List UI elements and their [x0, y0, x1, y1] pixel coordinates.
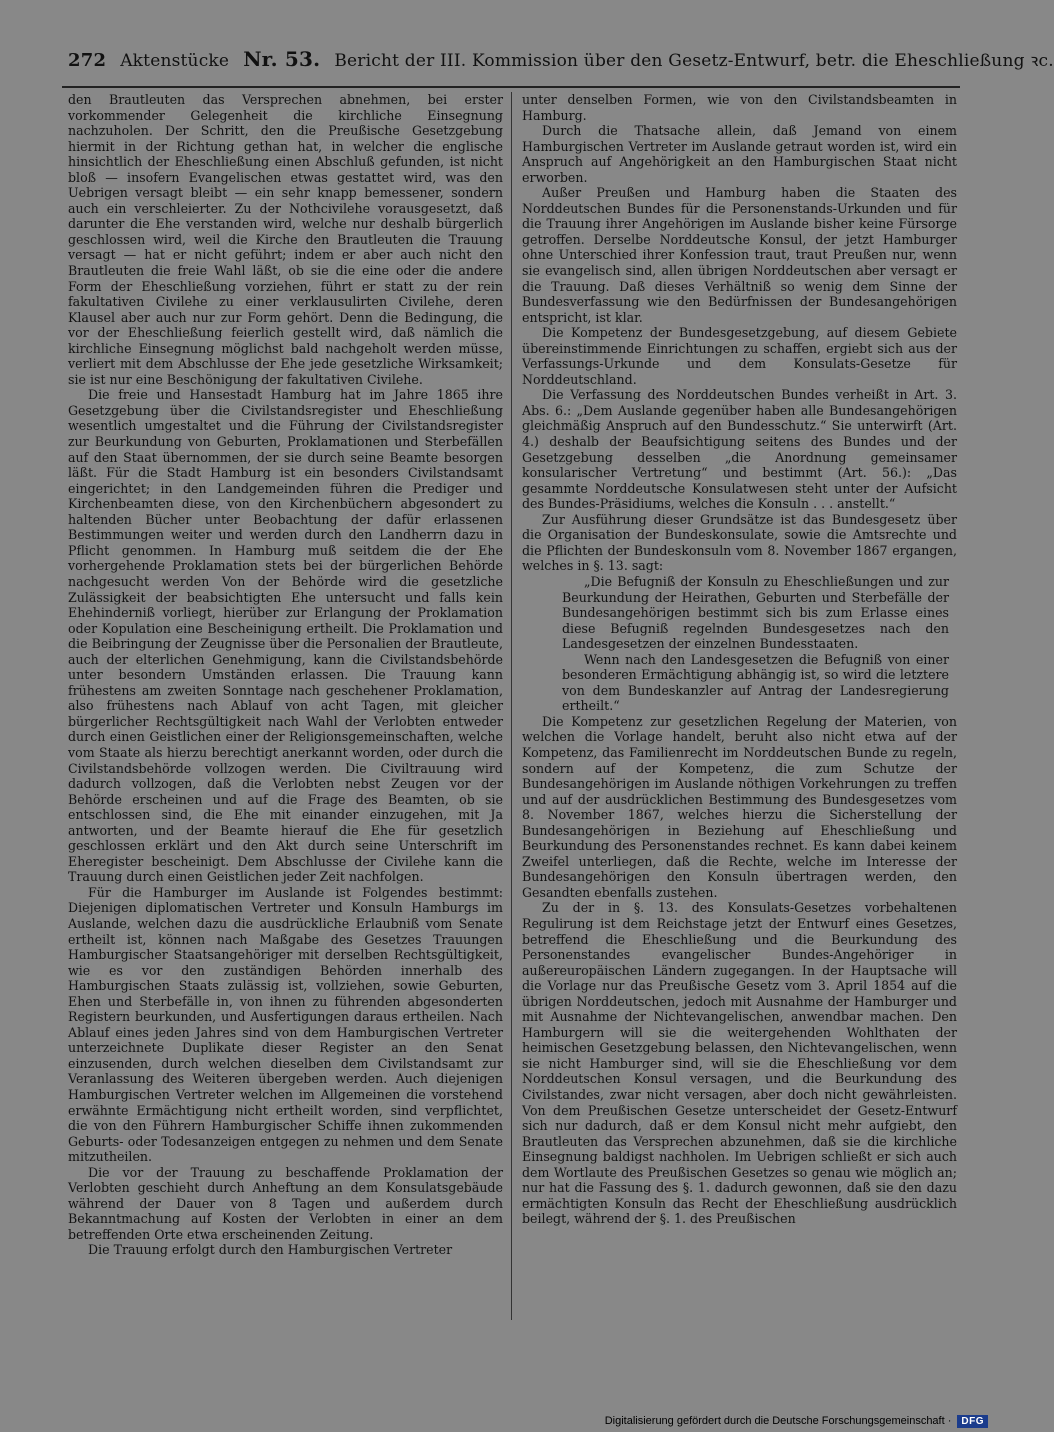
paragraph: Außer Preußen und Hamburg haben die Staaten des Norddeutschen Bundes für die Personenstands-Urkunden und für die Trauung ihrer Angehörigen im Auslande bisher keine Fürsorge getroffen. Derselbe Norddeutsche Konsul, der jetzt Hamburger ohne Unterschied ihrer Konfession traut, traut Preußen nur, wenn sie evangelisch sind, allen übrigen Norddeutschen aber versagt er die Trauung. Daß dieses Verhältniß so wenig dem Sinne der Bundesverfassung wie den Bedürfnissen der Bundesangehörigen entspricht, ist klar.	[522, 185, 957, 325]
left-column	[68, 92, 503, 1322]
digitization-credit	[605, 1412, 988, 1430]
paragraph: Die Verfassung des Norddeutschen Bundes verheißt in Art. 3. Abs. 6.: „Dem Auslande gegenüber haben alle Bundesangehörigen gleichmäßig Anspruch auf den Bundesschutz.“ Sie unterwirft (Art. 4.) deshalb der Beaufsichtigung seitens des Bundes und der Gesetzgebung desselben „die Anordnung gemeinsamer konsularischer Vertretung“ und bestimmt (Art. 56.): „Das gesammte Norddeutsche Konsulatwesen steht unter der Aufsicht des Bundes-Präsidiums, welches die Konsuln . . . anstellt.“	[522, 387, 957, 512]
paragraph: Die Trauung erfolgt durch den Hamburgischen Vertreter	[88, 1242, 453, 1258]
quoted-paragraph: Wenn nach den Landesgesetzen die Befugniß von einer besonderen Ermächtigung abhängig ist, so wird die letztere von dem Bundeskanzler auf Antrag der Landesregierung ertheilt.“	[562, 651, 949, 714]
document-number: Nr. 53.	[243, 47, 321, 71]
header-title: Bericht der III. Kommission über den Gesetz-Entwurf, betr. die Eheschließung ꝛc.	[334, 51, 1054, 71]
quoted-paragraph: „Die Befugniß der Konsuln zu Eheschließungen und zur Beurkundung der Heirathen, Geburten und Sterbefälle der Bundesangehörigen bestimmt sich bis zum Erlasse eines diese Befugniß regelnden Bundesgesetzes nach den Landesgesetzen der einzelnen Bundesstaaten.	[562, 573, 949, 652]
paragraph: den Brautleuten das Versprechen abnehmen, bei erster vorkommender Gelegenheit die kirchliche Einsegnung nachzuholen. Der Schritt, den die Preußische Gesetzgebung hiermit in der Richtung gethan hat, in welcher die englische hinsichtlich der Eheschließung einen Abschluß gefunden, ist nicht bloß — insofern Evangelischen etwas gestattet wird, was den Uebrigen versagt bleibt — ein sehr knapp bemessener, sondern auch ein verschleierter. Zu der Nothcivilehe vorausgesetzt, daß darunter die Ehe verstanden wird, welche nur deshalb bürgerlich geschlossen wird, weil die Kirche den Brautleuten die Trauung versagt — hat er nicht geführt; indem er aber auch nicht den Brautleuten die freie Wahl läßt, ob sie die eine oder die andere Form der Eheschließung vorziehen, führt er statt zu der rein fakultativen Civilehe zu einer verklausulirten Civilehe, deren Klausel aber auch nur zur Form gehört. Denn die Bedingung, die vor der Eheschließung feierlich gestellt wird, daß nämlich die kirchliche Einsegnung möglichst bald nachgeholt werden müsse, verliert mit dem Abschlusse der Ehe jede gesetzliche Wirksamkeit; sie ist nur eine Beschönigung der fakultativen Civilehe.	[68, 92, 503, 387]
paragraph: Durch die Thatsache allein, daß Jemand von einem Hamburgischen Vertreter im Auslande getraut worden ist, wird ein Anspruch auf Angehörigkeit an den Hamburgischen Staat nicht erworben.	[522, 123, 957, 185]
credit-text: Digitalisierung gefördert durch die Deutsche Forschungsgemeinschaft ·	[604, 1415, 952, 1427]
header-rule	[62, 86, 960, 88]
paragraph: unter denselben Formen, wie von den Civilstandsbeamten in Hamburg.	[522, 92, 957, 123]
paragraph: Für die Hamburger im Auslande ist Folgendes bestimmt: Diejenigen diplomatischen Vertreter und Konsuln Hamburgs im Auslande, welchen dazu die ausdrückliche Erlaubniß vom Senate ertheilt ist, können nach Maßgabe des Gesetzes Trauungen Hamburgischer Staatsangehöriger mit derselben Rechtsgültigkeit, wie es vor den zuständigen Behörden innerhalb des Hamburgischen Staats zulässig ist, vollziehen, sowie Geburten, Ehen und Sterbefälle in, von ihnen zu führenden abgesonderten Registern beurkunden, und Ausfertigungen daraus ertheilen. Nach Ablauf eines jeden Jahres sind von dem Hamburgischen Vertreter unterzeichnete Duplikate dieser Register an den Senat einzusenden, durch welchen dieselben dem Civilstandsamt zur Veranlassung des Weiteren übergeben werden. Auch diejenigen Hamburgischen Vertreter welchen im Allgemeinen die vorstehend erwähnte Ermächtigung nicht ertheilt worden, sind verpflichtet, die von den Führern Hamburgischer Schiffe ihnen zukommenden Geburts- oder Todesanzeigen entgegen zu nehmen und dem Senate mitzutheilen.	[68, 884, 503, 1165]
page-number: 272	[68, 50, 107, 71]
paragraph: Zu der in §. 13. des Konsulats-Gesetzes vorbehaltenen Regulirung ist dem Reichstage jetzt der Entwurf eines Gesetzes, betreffend die Eheschließung und die Beurkundung des Personenstandes evangelischer Bundes-Angehöriger in außereuropäischen Ländern zugegangen. In der Hauptsache will die Vorlage nur das Preußische Gesetz vom 3. April 1854 auf die übrigen Norddeutschen, jedoch mit Ausnahme der Hamburger und mit Ausnahme der Nichtevangelischen, anwendbar machen. Den Hamburgern will sie die weitergehenden Wohlthaten der heimischen Gesetzgebung belassen, den Nichtevangelischen, wenn sie nicht Hamburger sind, will sie die Eheschließung vor dem Norddeutschen Konsul versagen, und die Beurkundung des Civilstandes, zwar nicht versagen, aber doch nicht gewährleisten. Von dem Preußischen Gesetze unterscheidet der Gesetz-Entwurf sich nur dadurch, daß er dem Konsul nicht mehr aufgiebt, den Brautleuten das Versprechen abzunehmen, daß sie die kirchliche Einsegnung baldigst nachholen. Im Uebrigen schließt er sich auch dem Wortlaute des Preußischen Gesetzes so genau wie möglich an; nur hat die Fassung des §. 1. dadurch gewonnen, daß sie den dazu ermächtigten Konsuln das Recht der Eheschließung ausdrücklich beilegt, während der §. 1. des Preußischen	[522, 900, 957, 1227]
paragraph: Die Kompetenz zur gesetzlichen Regelung der Materien, von welchen die Vorlage handelt, beruht also nicht etwa auf der Kompetenz, das Familienrecht im Norddeutschen Bunde zu regeln, sondern auf der Kompetenz, die zum Schutze der Bundesangehörigen im Auslande nöthigen Vorkehrungen zu treffen und auf der ausdrücklichen Bestimmung des Bundesgesetzes vom 8. November 1867, welches hierzu die Sicherstellung der Bundesangehörigen in Beziehung auf Eheschließung und Beurkundung des Personenstandes rechnet. Es kann dabei keinem Zweifel unterliegen, daß die Rechte, welche im Interesse der Bundesangehörigen den Konsuln übertragen werden, den Gesandten ebenfalls zustehen.	[522, 713, 957, 900]
right-column	[522, 92, 957, 1322]
header-label: Aktenstücke	[120, 51, 230, 71]
dfg-logo: DFG	[957, 1415, 988, 1428]
paragraph: Die freie und Hansestadt Hamburg hat im Jahre 1865 ihre Gesetzgebung über die Civilstandsregister und Eheschließung wesentlich umgestaltet und die Führung der Civilstandsregister zur Beurkundung von Geburten, Proklamationen und Sterbefällen auf den Staat übernommen, der sie durch seine Beamte besorgen läßt. Für die Stadt Hamburg ist ein besonders Civilstandsamt eingerichtet; in den Landgemeinden führen die Prediger und Kirchenbeamten diese, von den Kirchenbüchern abgesondert zu haltenden Bücher unter Beobachtung der dafür erlassenen Bestimmungen weiter und werden durch den Landherrn dazu in Pflicht genommen. In Hamburg muß seitdem die der Ehe vorhergehende Proklamation stets bei der bürgerlichen Behörde nachgesucht werden Von der Behörde wird die gesetzliche Zulässigkeit der beabsichtigten Ehe untersucht und falls kein Ehehinderniß vorliegt, hierüber zur Erlangung der Proklamation oder Kopulation eine Bescheinigung ertheilt. Die Proklamation und die Beibringung der Zeugnisse über die Personalien der Brautleute, auch der elterlichen Genehmigung, kann die Civilstandsbehörde unter besondern Umständen erlassen. Die Trauung kann frühestens am zweiten Sonntage nach geschehener Proklamation, also frühestens nach Ablauf von acht Tagen, mit gleicher bürgerlicher Rechtsgültigkeit nach Wahl der Verlobten entweder durch einen Geistlichen einer der Religionsgemeinschaften, welche vom Staate als hierzu berechtigt anerkannt worden, oder durch die Civilstandsbehörde vollzogen werden. Die Civiltrauung wird dadurch vollzogen, daß die Verlobten nebst Zeugen vor der Behörde erscheinen und auf die Frage des Beamten, ob sie entschlossen sind, die Ehe mit einander einzugehen, mit Ja antworten, und der Beamte hierauf die Ehe für gesetzlich geschlossen erklärt und den Akt durch seine Unterschrift im Eheregister bescheinigt. Dem Abschlusse der Civilehe kann die Trauung durch einen Geistlichen jeder Zeit nachfolgen.	[68, 387, 503, 885]
paragraph: Die Kompetenz der Bundesgesetzgebung, auf diesem Gebiete übereinstimmende Einrichtungen zu schaffen, ergiebt sich aus der Verfassungs-Urkunde und dem Konsulats-Gesetze für Norddeutschland.	[522, 325, 957, 387]
paragraph: Die vor der Trauung zu beschaffende Proklamation der Verlobten geschieht durch Anheftung an dem Konsulatsgebäude während der Dauer von 8 Tagen und außerdem durch Bekanntmachung auf Kosten der Verlobten in einer an dem betreffenden Orte etwa erscheinenden Zeitung.	[68, 1164, 503, 1242]
paragraph: Zur Ausführung dieser Grundsätze ist das Bundesgesetz über die Organisation der Bundeskonsulate, sowie die Amtsrechte und die Pflichten der Bundeskonsuln vom 8. November 1867 ergangen, welches in §. 13. sagt:	[522, 511, 957, 574]
column-divider	[511, 92, 512, 1320]
running-header	[68, 47, 1054, 77]
